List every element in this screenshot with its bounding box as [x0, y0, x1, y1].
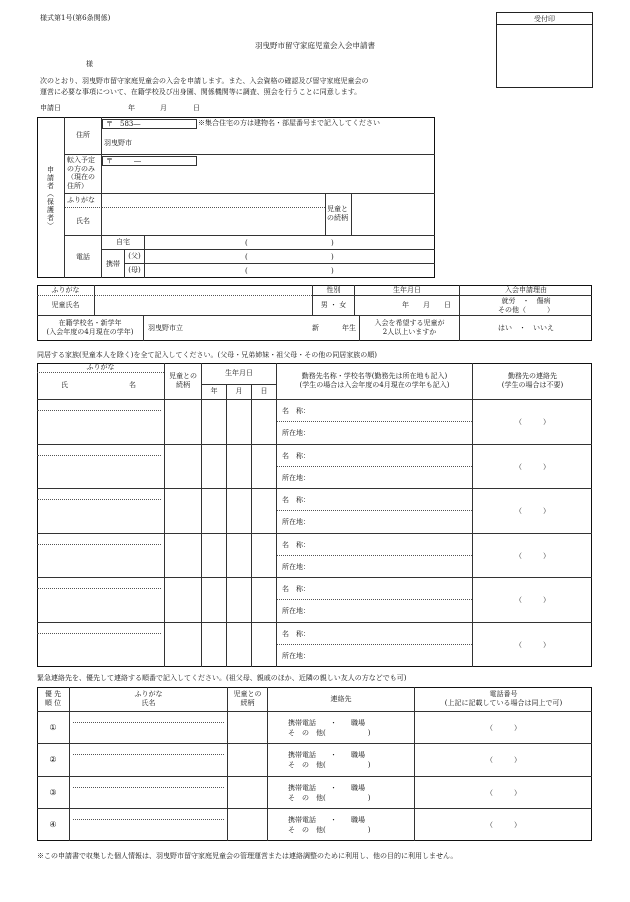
family-birth-day-cell[interactable]	[252, 578, 277, 623]
family-work-cell[interactable]	[277, 489, 473, 534]
family-work-name-label: 名 称：	[277, 445, 472, 467]
family-contact-cell[interactable]: （ ）	[473, 400, 592, 445]
father-phone-paren-open: (	[245, 253, 248, 261]
family-relation-header	[165, 363, 202, 400]
family-name-cell[interactable]	[37, 534, 165, 579]
family-work-address-label: 所在地：	[282, 429, 310, 438]
date-day-label: 日	[193, 104, 200, 112]
school-label-2: (入会年度の4月現在の学年)	[46, 328, 134, 336]
phone-label: 電話	[76, 252, 90, 261]
reason-options[interactable]	[460, 296, 592, 316]
family-givenname-header: 名	[129, 381, 136, 389]
school-label-cell	[37, 316, 144, 341]
emergency-priority-header-2: 順 位	[44, 699, 62, 707]
emergency-furigana-header: ふりがな	[134, 690, 163, 698]
address-label-cell	[65, 117, 102, 155]
addressee: 様	[86, 60, 93, 68]
privacy-note: ※この申請書で収集した個人情報は、羽曳野市留守家庭児童会の管理運営または連絡調整のために利用し、他の目的に利用しません。	[37, 852, 458, 860]
family-name-header	[37, 363, 165, 400]
family-name-cell[interactable]	[37, 445, 165, 490]
family-surname-header: 氏	[61, 381, 68, 389]
emergency-contact-mobile-work[interactable]: 携帯電話 ・ 職場	[288, 783, 365, 792]
mobile-label-cell	[102, 250, 125, 278]
address-label: 住所	[76, 131, 90, 140]
family-work-name-label: 名 称：	[277, 623, 472, 645]
family-work-name-label: 名 称：	[277, 534, 472, 556]
child-furigana-field[interactable]	[95, 285, 312, 296]
emergency-contact-cell[interactable]	[268, 809, 415, 841]
family-work-header-1: 勤務先名称・学校名等(勤務先は所在地も記入)	[301, 372, 448, 380]
emergency-name-cell[interactable]	[70, 744, 228, 776]
emergency-name-header	[70, 687, 228, 712]
relation-field[interactable]	[352, 194, 435, 236]
emergency-contact-mobile-work[interactable]: 携帯電話 ・ 職場	[288, 751, 365, 760]
family-work-name-label: 名 称：	[277, 400, 472, 422]
emergency-priority-header-1: 優 先	[44, 690, 62, 698]
family-furigana-field[interactable]	[37, 578, 161, 589]
family-birth-month-cell[interactable]	[227, 534, 252, 579]
father-label: (父)	[125, 250, 145, 264]
family-work-cell[interactable]	[277, 623, 473, 668]
family-work-address-label: 所在地：	[282, 651, 310, 660]
family-birth-day-cell[interactable]	[252, 489, 277, 534]
family-birth-day-cell[interactable]	[252, 445, 277, 490]
emergency-phone-header-1: 電話番号	[489, 690, 518, 698]
move-in-label-4: 住所）	[67, 181, 88, 190]
gender-label: 性別	[312, 285, 355, 296]
applicant-name-label-cell	[65, 208, 102, 236]
family-work-address-label: 所在地：	[282, 518, 310, 527]
home-phone-paren-close: )	[331, 239, 334, 247]
family-birth-day-header: 日	[260, 387, 268, 395]
child-furigana-label: ふりがな	[37, 285, 95, 296]
family-birth-header	[202, 363, 277, 400]
family-birth-day-cell[interactable]	[252, 623, 277, 668]
move-in-label-2: の方のみ	[67, 164, 95, 173]
emergency-relation-header-1: 児童との	[233, 690, 262, 698]
family-work-header-2: (学生の場合は入会年度の4月現在の学年も記入)	[299, 381, 450, 389]
applicant-furigana-label: ふりがな	[65, 194, 102, 208]
child-name-field[interactable]	[95, 296, 312, 316]
emergency-contact-other[interactable]: そ の 他( )	[288, 825, 371, 834]
applicant-name-field[interactable]	[102, 208, 325, 236]
emergency-furigana-field[interactable]	[73, 712, 224, 723]
family-furigana-field[interactable]	[37, 489, 161, 500]
relation-label-2: の続柄	[327, 214, 348, 222]
mother-phone-paren-open: (	[245, 267, 248, 275]
family-birth-month-header: 月	[227, 385, 252, 399]
page-title: 羽曳野市留守家庭児童会入会申請書	[255, 41, 375, 50]
move-in-label-3: （現在の	[67, 173, 95, 181]
emergency-phone-cell[interactable]: （ ）	[415, 712, 592, 744]
emergency-priority-cell: ②	[37, 744, 70, 776]
emergency-phone-header	[415, 687, 592, 712]
emergency-relation-cell[interactable]	[228, 712, 268, 744]
emergency-contact-other[interactable]: そ の 他( )	[288, 761, 371, 770]
family-work-cell[interactable]	[277, 578, 473, 623]
family-name-cell[interactable]	[37, 400, 165, 445]
emergency-relation-header-2: 続柄	[240, 699, 255, 707]
family-furigana-field[interactable]	[37, 623, 161, 634]
family-birth-year-cell[interactable]	[202, 445, 227, 490]
birthdate-field[interactable]: 年 月 日	[355, 296, 460, 316]
family-relation-cell[interactable]	[165, 623, 202, 668]
family-birth-day-cell[interactable]	[252, 534, 277, 579]
father-phone-paren-close: )	[331, 253, 334, 261]
school-field[interactable]	[144, 316, 360, 341]
date-year-label: 年	[128, 104, 135, 112]
family-work-address-label: 所在地：	[282, 607, 310, 616]
birthdate-label: 生年月日	[355, 285, 460, 296]
address-field[interactable]	[102, 130, 435, 155]
mother-phone-paren-close: )	[331, 267, 334, 275]
family-relation-cell[interactable]	[165, 445, 202, 490]
family-contact-cell[interactable]: （ ）	[473, 578, 592, 623]
home-phone-label: 自宅	[102, 236, 145, 250]
mother-phone-field[interactable]	[145, 264, 435, 278]
school-label-1: 在籍学校名・新学年	[58, 319, 122, 327]
family-furigana-field[interactable]	[37, 534, 161, 545]
family-contact-cell[interactable]: （ ）	[515, 640, 550, 649]
emergency-relation-cell[interactable]	[228, 777, 268, 809]
family-birth-month-cell[interactable]	[227, 445, 252, 490]
date-month-label: 月	[160, 104, 167, 112]
family-birth-year-cell[interactable]	[202, 489, 227, 534]
family-contact-cell[interactable]: （ ）	[473, 489, 592, 534]
emergency-priority-header	[37, 687, 70, 712]
move-in-label-cell	[65, 155, 102, 194]
emergency-instruction: 緊急連絡先を、優先して連絡する順番で記入してください。(祖父母、親戚のほか、近隣の親しい友人の方などでも可)	[37, 674, 407, 682]
emergency-furigana-field[interactable]	[73, 809, 224, 820]
father-phone-field[interactable]	[145, 250, 435, 264]
emergency-name-cell[interactable]	[70, 712, 228, 744]
family-work-address-label: 所在地：	[282, 473, 310, 482]
emergency-name-cell[interactable]	[70, 809, 228, 841]
family-relation-cell[interactable]	[165, 578, 202, 623]
family-name-cell[interactable]	[37, 489, 165, 534]
family-relation-cell[interactable]	[165, 400, 202, 445]
emergency-name-header-label: 氏名	[141, 699, 156, 707]
gender-options[interactable]: 男 ・ 女	[312, 296, 355, 316]
family-birth-year-header: 年	[202, 385, 227, 399]
family-relation-cell[interactable]	[165, 534, 202, 579]
family-relation-header-2: 続柄	[176, 381, 190, 389]
family-birth-year-cell[interactable]	[202, 578, 227, 623]
home-phone-field[interactable]	[145, 236, 435, 250]
move-in-address-field[interactable]	[102, 167, 435, 194]
family-work-address-label: 所在地：	[282, 562, 310, 571]
emergency-priority-cell: ③	[37, 777, 70, 809]
family-name-cell[interactable]	[37, 578, 165, 623]
mother-label: (母)	[125, 264, 145, 278]
family-contact-header	[473, 363, 592, 400]
family-furigana-header: ふりがな	[37, 363, 164, 373]
postal-code-field[interactable]: 〒 583―	[102, 119, 197, 129]
family-contact-cell[interactable]: （ ）	[473, 445, 592, 490]
emergency-furigana-field[interactable]	[73, 744, 224, 755]
family-name-cell[interactable]	[37, 623, 165, 668]
emergency-relation-cell[interactable]	[228, 809, 268, 841]
emergency-phone-cell[interactable]: （ ）	[415, 744, 592, 776]
emergency-contact-header: 連絡先	[268, 687, 415, 712]
emergency-phone-cell[interactable]: （ ）	[415, 777, 592, 809]
family-birth-year-cell[interactable]	[202, 400, 227, 445]
applicant-furigana-field[interactable]	[102, 194, 325, 208]
applicant-name-label: 氏名	[76, 217, 90, 226]
address-city: 羽曳野市	[104, 139, 132, 147]
family-birth-month-cell[interactable]	[227, 578, 252, 623]
intro-line-1: 次のとおり、羽曳野市留守家庭児童会の入会を申請します。また、入会資格の確認及び留守家庭児童会の	[40, 77, 369, 85]
family-contact-header-2: (学生の場合は不要)	[501, 381, 564, 389]
sibling-question-cell	[360, 316, 460, 341]
family-instruction: 同居する家族(児童本人を除く)を全て記入してください。(父母・兄弟姉妹・祖父母・その他の同居家族の順)	[37, 351, 377, 359]
emergency-priority-cell: ④	[37, 809, 70, 841]
family-birth-year-cell[interactable]	[202, 534, 227, 579]
emergency-contact-other[interactable]: そ の 他( )	[288, 729, 371, 737]
emergency-contact-cell[interactable]	[268, 777, 415, 809]
emergency-furigana-field[interactable]	[73, 777, 224, 788]
family-furigana-field[interactable]	[37, 400, 161, 411]
family-birth-month-cell[interactable]	[227, 623, 252, 668]
apartment-note: ※集合住宅の方は建物名・部屋番号まで記入してください	[198, 119, 380, 127]
emergency-priority-cell: ①	[37, 712, 70, 744]
reason-label: 入会申請理由	[460, 285, 592, 296]
move-in-label-1: 転入予定	[67, 156, 95, 164]
applicant-section-label-cell	[37, 117, 65, 278]
family-contact-cell[interactable]: （ ）	[473, 534, 592, 579]
sibling-question-2: 2人以上いますか	[382, 328, 437, 336]
reason-option-other[interactable]: その他（ ）	[498, 306, 554, 314]
family-birth-year-cell[interactable]	[202, 623, 227, 668]
relation-label-1: 児童と	[327, 205, 348, 213]
family-work-name-label: 名 称：	[277, 489, 472, 511]
family-furigana-field[interactable]	[37, 445, 161, 456]
emergency-contact-cell[interactable]	[268, 744, 415, 776]
move-in-postal-field[interactable]: 〒 ―	[102, 156, 197, 166]
school-city: 羽曳野市立	[148, 324, 183, 332]
grade-new: 新	[312, 324, 319, 332]
mobile-label: 携帯	[106, 259, 120, 268]
emergency-relation-cell[interactable]	[228, 744, 268, 776]
home-phone-paren-open: (	[245, 239, 248, 247]
family-relation-header-1: 児童との	[169, 372, 197, 380]
family-work-cell[interactable]	[277, 445, 473, 490]
grade-year: 年生	[342, 324, 356, 332]
family-birth-month-cell[interactable]	[227, 489, 252, 534]
family-birth-month-cell[interactable]	[227, 400, 252, 445]
child-name-label: 児童氏名	[37, 296, 95, 316]
phone-label-cell	[65, 236, 102, 278]
family-relation-cell[interactable]	[165, 489, 202, 534]
family-work-cell[interactable]	[277, 534, 473, 579]
emergency-phone-header-2: (上記に記載している場合は同上で可)	[444, 699, 563, 707]
family-work-cell[interactable]	[277, 400, 473, 445]
application-date-label: 申請日	[40, 104, 61, 112]
family-birth-day-cell[interactable]	[252, 400, 277, 445]
sibling-options[interactable]: はい ・ いいえ	[498, 324, 554, 332]
family-birth-header-label: 生年月日	[202, 363, 276, 385]
applicant-section-label: 申請者（保護者）	[46, 165, 55, 230]
emergency-contact-mobile-work[interactable]: 携帯電話 ・ 職場	[288, 719, 365, 727]
receipt-stamp-label: 受付印	[497, 13, 592, 25]
emergency-contact-mobile-work[interactable]: 携帯電話 ・ 職場	[288, 815, 365, 824]
emergency-phone-cell[interactable]: （ ）	[486, 820, 521, 829]
emergency-contact-cell[interactable]	[268, 712, 415, 744]
emergency-name-cell[interactable]	[70, 777, 228, 809]
family-work-name-label: 名 称：	[277, 578, 472, 600]
relation-label-cell	[325, 194, 352, 236]
form-number: 様式第1号(第6条関係)	[40, 14, 111, 22]
intro-line-2: 運営に必要な事項について、在籍学校及び出身園、関係機関等に調査、照会を行うことに同意します。	[40, 88, 362, 96]
sibling-question-1: 入会を希望する児童が	[374, 319, 445, 327]
emergency-contact-other[interactable]: そ の 他( )	[288, 793, 371, 802]
emergency-relation-header	[228, 687, 268, 712]
family-contact-header-1: 勤務先の連絡先	[508, 372, 557, 380]
reason-option-work-illness[interactable]: 就労 ・ 傷病	[501, 297, 551, 305]
family-work-header	[277, 363, 473, 400]
